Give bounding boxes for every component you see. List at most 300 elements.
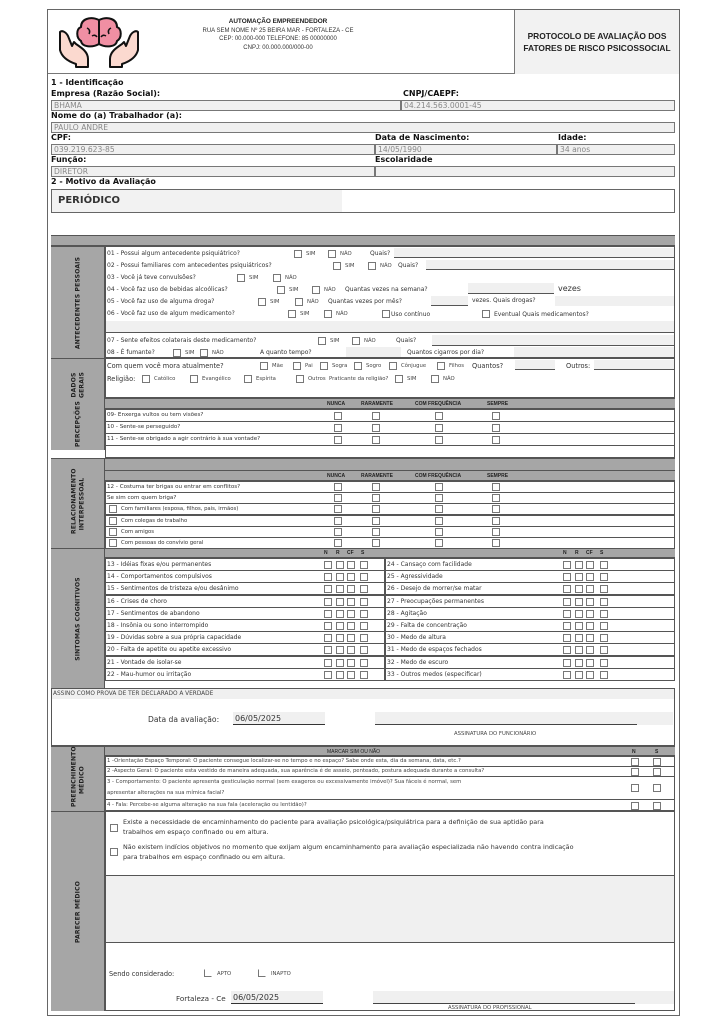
sintoma-left-2-opt-3-checkbox[interactable] [360,585,368,593]
percepcao-0-freq-3-checkbox[interactable] [492,412,500,420]
relacionamento-row [105,537,675,549]
preench-4-n-checkbox[interactable] [631,802,639,810]
q05-drogas-field[interactable] [555,296,674,306]
relacionamento-1-freq-2-checkbox[interactable] [435,494,443,502]
company-cep-phone: CEP: 00.000-000 TELEFONE: 85 00000000 [219,36,337,43]
sintoma-left-9-opt-1-checkbox[interactable] [336,671,344,679]
sintoma-right-2-opt-2-checkbox[interactable] [586,585,594,593]
sintoma-label: 17 - Sentimentos de abandono [107,609,200,617]
sintoma-right-6-opt-3-checkbox[interactable] [600,634,608,642]
side-label-percepcoes: PERCEPÇÕES [51,398,105,450]
sintoma-row [105,631,385,644]
sintoma-right-8-opt-2-checkbox[interactable] [586,659,594,667]
sintoma-left-2-opt-1-checkbox[interactable] [336,585,344,593]
praticante-label: Praticante da religião? [329,376,389,382]
q01-nao-label: NÃO [340,251,352,257]
relacionamento-3-freq-1-checkbox[interactable] [372,517,380,525]
sintoma-left-6-opt-2-checkbox[interactable] [347,634,355,642]
sintoma-left-0-opt-3-checkbox[interactable] [360,561,368,569]
assinatura-funcionario-line[interactable] [375,712,637,725]
preenchimento-header-bar [105,746,675,756]
apto-checkbox[interactable] [204,969,212,977]
relacionamento-label: Com colegas de trabalho [121,517,188,524]
form-header [48,10,679,74]
relacionamento-0-freq-2-checkbox[interactable] [435,483,443,491]
cpf-field[interactable]: 039.219.623-85 [51,144,375,155]
sintoma-left-4-opt-1-checkbox[interactable] [336,610,344,618]
percepcao-1-freq-1-checkbox[interactable] [372,424,380,432]
q07-quais-field[interactable] [432,335,674,346]
nome-field[interactable]: PAULO ANDRE [51,122,675,133]
section-motivo-title: 2 - Motivo da Avaliação [51,177,156,186]
sintoma-right-4-opt-2-checkbox[interactable] [586,610,594,618]
section-divider-bar [51,235,675,246]
sintoma-row [385,631,675,644]
sintoma-left-2-opt-2-checkbox[interactable] [347,585,355,593]
q07-nao-label: NÃO [364,338,376,344]
preench-row-3: 3 - Comportamento: O paciente apresenta gesticulação normal (sem exageros ou excessivamente imóvel)? Sua fáceis é normal, sem apresentar alterações na sua mímica facial? [105,776,675,800]
sintoma-label: 27 - Preocupações permanentes [387,597,484,605]
parecer-opt1-checkbox[interactable] [110,824,118,832]
sintomas-left-col-s: S [361,550,365,556]
sintoma-right-0-opt-3-checkbox[interactable] [600,561,608,569]
sintoma-left-7-opt-3-checkbox[interactable] [360,646,368,654]
q08-sim-label: SIM [185,350,195,356]
relacionamento-sub-checkbox[interactable] [109,517,117,525]
side-label-dados-gerais: DADOS GERAIS [51,358,105,410]
relacionamento-5-freq-1-checkbox[interactable] [372,539,380,547]
q04-vezes-label: vezes [558,284,581,293]
apto-label: APTO [217,971,232,977]
percepcao-2-freq-3-checkbox[interactable] [492,436,500,444]
q03-text: 03 - Você já teve convulsões? [107,274,196,281]
relacionamento-sub-checkbox[interactable] [109,539,117,547]
relacionamento-row [105,492,675,504]
sintoma-row [105,619,385,632]
q06-eventual-label: Eventual Quais medicamentos? [494,311,589,318]
percepcao-question: 09- Enxerga vultos ou tem visões? [107,412,204,418]
q04-nao-checkbox[interactable] [312,286,320,294]
relacionamento-question: Se sim com quem briga? [107,495,177,502]
relacionamento-3-freq-3-checkbox[interactable] [492,517,500,525]
escolaridade-field[interactable] [375,166,675,177]
preench-2-n-checkbox[interactable] [631,768,639,776]
mora-pai-checkbox[interactable] [293,362,301,370]
sintoma-right-8-opt-1-checkbox[interactable] [575,659,583,667]
sintoma-right-2-opt-0-checkbox[interactable] [563,585,571,593]
relacionamento-1-freq-1-checkbox[interactable] [372,494,380,502]
sintoma-left-3-opt-0-checkbox[interactable] [324,598,332,606]
percepcao-question: 10 - Sente-se perseguido? [107,424,181,430]
q04-vezes-semana-label: Quantas vezes na semana? [345,286,428,293]
sintoma-left-1-opt-2-checkbox[interactable] [347,573,355,581]
q05-nao-checkbox[interactable] [295,298,303,306]
side-label-parecer: PARECER MÉDICO [51,811,105,1011]
sintoma-right-6-opt-1-checkbox[interactable] [575,634,583,642]
sintoma-row [385,570,675,583]
side-label-antecedentes: ANTECEDENTES PESSOAIS [51,246,105,358]
sintoma-right-3-opt-1-checkbox[interactable] [575,598,583,606]
outros-field[interactable] [594,360,674,370]
sintoma-row [385,656,675,669]
relacionamento-2-freq-2-checkbox[interactable] [435,505,443,513]
sintoma-right-0-opt-0-checkbox[interactable] [563,561,571,569]
q08-sim-checkbox[interactable] [173,349,181,357]
col-com-frequencia: COM FREQUÊNCIA [415,401,462,407]
relacionamento-0-freq-1-checkbox[interactable] [372,483,380,491]
sintoma-left-8-opt-2-checkbox[interactable] [347,659,355,667]
q04-sim-label: SIM [289,287,299,293]
q01-sim-label: SIM [306,251,316,257]
sintoma-left-0-opt-0-checkbox[interactable] [324,561,332,569]
q03-nao-checkbox[interactable] [273,274,281,282]
sintoma-left-4-opt-0-checkbox[interactable] [324,610,332,618]
sintoma-right-1-opt-3-checkbox[interactable] [600,573,608,581]
relacionamento-0-freq-0-checkbox[interactable] [334,483,342,491]
q06-nao-checkbox[interactable] [324,310,332,318]
sintoma-label: 33 - Outros medos (especificar) [387,670,482,678]
sintoma-left-9-opt-2-checkbox[interactable] [347,671,355,679]
sintoma-left-5-opt-3-checkbox[interactable] [360,622,368,630]
preench-4-s-checkbox[interactable] [653,802,661,810]
religiao-outros-checkbox[interactable] [296,375,304,383]
sintoma-left-9-opt-0-checkbox[interactable] [324,671,332,679]
relacionamento-header-bar [105,470,675,481]
praticante-nao-checkbox[interactable] [431,375,439,383]
percepcao-1-freq-3-checkbox[interactable] [492,424,500,432]
section-identificacao-title: 1 - Identificação [51,78,124,87]
quantos-field[interactable] [515,360,555,370]
religiao-evangelico-checkbox[interactable] [190,375,198,383]
col-sempre: SEMPRE [487,401,509,407]
q06-sim-checkbox[interactable] [288,310,296,318]
q06-uso-continuo-checkbox[interactable] [382,310,390,318]
motivo-box[interactable] [51,189,675,213]
sintoma-right-5-opt-3-checkbox[interactable] [600,622,608,630]
empresa-label: Empresa (Razão Social): [51,89,161,98]
sintoma-left-3-opt-3-checkbox[interactable] [360,598,368,606]
sintoma-right-3-opt-2-checkbox[interactable] [586,598,594,606]
q01-quais-label: Quais? [370,250,391,257]
sintoma-right-8-opt-0-checkbox[interactable] [563,659,571,667]
sintoma-right-4-opt-1-checkbox[interactable] [575,610,583,618]
parecer-opt2-line1: Não existem indícios objetivos no momento que exijam algum encaminhamento para avaliação especializada não havendo contra indicação [123,843,574,851]
sintoma-left-1-opt-3-checkbox[interactable] [360,573,368,581]
q07-text: 07 - Sente efeitos colaterais deste medicamento? [107,337,257,344]
percepcoes-header-bar [105,398,675,409]
sintoma-left-3-opt-2-checkbox[interactable] [347,598,355,606]
sintoma-label: 22 - Mau-humor ou irritação [107,670,192,678]
sintoma-right-1-opt-0-checkbox[interactable] [563,573,571,581]
relacionamento-5-freq-2-checkbox[interactable] [435,539,443,547]
relacionamento-sub-checkbox[interactable] [109,505,117,513]
sintoma-right-7-opt-2-checkbox[interactable] [586,646,594,654]
sintoma-left-8-opt-0-checkbox[interactable] [324,659,332,667]
sintoma-left-4-opt-2-checkbox[interactable] [347,610,355,618]
q04-nao-label: NÃO [324,287,336,293]
percepcao-1-freq-2-checkbox[interactable] [435,424,443,432]
relacionamento-4-freq-3-checkbox[interactable] [492,528,500,536]
q04-vezes-field[interactable] [468,283,554,294]
sintoma-row [105,656,385,669]
parecer-opt2-checkbox[interactable] [110,848,118,856]
q07-nao-checkbox[interactable] [352,337,360,345]
mora-sogro-checkbox[interactable] [354,362,362,370]
q03-sim-label: SIM [249,275,259,281]
preench-row-1: 1 -Orientação Espaço Temporal: O paciente consegue localizar-se no tempo e no espaço? Sabe onde esta, dia da semana, data, etc.? [105,756,675,767]
sintoma-right-6-opt-2-checkbox[interactable] [586,634,594,642]
q05-vezes-field[interactable] [431,296,468,306]
percepcao-1-freq-0-checkbox[interactable] [334,424,342,432]
relacionamento-5-freq-0-checkbox[interactable] [334,539,342,547]
q05-vezes-mes-label: Quantas vezes por mês? [328,298,402,305]
sintoma-right-9-opt-0-checkbox[interactable] [563,671,571,679]
nascimento-label: Data de Nascimento: [375,133,470,142]
q08-cigarros-label: Quantos cigarros por dia? [407,349,485,356]
parecer-notes-field[interactable] [106,875,674,943]
cnpj-field[interactable]: 04.214.563.0001-45 [401,100,675,111]
sintomas-right-col-r: R [575,550,579,556]
q08-cigarros-field[interactable] [514,347,674,357]
sintoma-right-9-opt-3-checkbox[interactable] [600,671,608,679]
relacionamento-label: Com familiares (esposa, filhos, pais, irmãos) [121,506,239,513]
religiao-label: Religião: [107,375,136,383]
sintoma-left-3-opt-1-checkbox[interactable] [336,598,344,606]
nome-label: Nome do (a) Trabalhador (a): [51,111,182,120]
escolaridade-label: Escolaridade [375,155,433,164]
company-name: AUTOMAÇÃO EMPREENDEDOR [228,18,328,25]
q04-text: 04 - Você faz uso de bebidas alcoólicas? [107,286,228,293]
sintoma-label: 13 - Idéias fixas e/ou permanentes [107,561,212,568]
q08-text: 08 - É fumante? [107,349,155,356]
sintoma-label: 19 - Dúvidas sobre a sua própria capacidade [107,634,242,642]
relacionamento-row [105,526,675,538]
sintoma-left-1-opt-0-checkbox[interactable] [324,573,332,581]
sintoma-left-6-opt-1-checkbox[interactable] [336,634,344,642]
sintoma-right-2-opt-3-checkbox[interactable] [600,585,608,593]
q02-sim-checkbox[interactable] [333,262,341,270]
parecer-opt2-line2: para trabalhos em espaço confinado ou em altura. [123,853,286,861]
cnpj-label: CNPJ/CAEPF: [403,89,459,98]
sintoma-left-4-opt-3-checkbox[interactable] [360,610,368,618]
q07-sim-label: SIM [330,338,340,344]
religiao-outros-label: Outros [308,376,326,382]
mora-question: Com quem você mora atualmente? [107,362,224,370]
relacionamento-5-freq-3-checkbox[interactable] [492,539,500,547]
sintoma-right-1-opt-2-checkbox[interactable] [586,573,594,581]
nascimento-field[interactable]: 14/05/1990 [375,144,557,155]
sintoma-right-5-opt-1-checkbox[interactable] [575,622,583,630]
mora-conjugue-label: Cônjugue [401,363,427,369]
parecer-block [105,811,675,1011]
sintoma-label: 29 - Falta de concentração [387,622,467,629]
sintoma-left-2-opt-0-checkbox[interactable] [324,585,332,593]
sintoma-right-2-opt-1-checkbox[interactable] [575,585,583,593]
sintoma-left-6-opt-3-checkbox[interactable] [360,634,368,642]
sintoma-left-0-opt-2-checkbox[interactable] [347,561,355,569]
q05-sim-checkbox[interactable] [258,298,266,306]
relacionamento-2-freq-0-checkbox[interactable] [334,505,342,513]
q01-sim-checkbox[interactable] [294,250,302,258]
relacionamento-4-freq-0-checkbox[interactable] [334,528,342,536]
preench-3-s-checkbox[interactable] [653,784,661,792]
sintoma-left-7-opt-1-checkbox[interactable] [336,646,344,654]
religiao-catolico-checkbox[interactable] [142,375,150,383]
sintoma-right-5-opt-0-checkbox[interactable] [563,622,571,630]
q06-eventual-checkbox[interactable] [482,310,490,318]
sintoma-label: 15 - Sentimentos de tristeza e/ou desânimo [107,585,239,593]
quantos-label: Quantos? [472,362,504,370]
mora-mae-label: Mãe [272,363,284,369]
percepcao-2-freq-2-checkbox[interactable] [435,436,443,444]
side-label-relacionamento: RELACIONAMENTO INTERPESSOAL [51,458,105,548]
data-avaliacao-label: Data da avaliação: [148,715,220,724]
relacionamento-1-freq-3-checkbox[interactable] [492,494,500,502]
sintoma-left-9-opt-3-checkbox[interactable] [360,671,368,679]
percepcao-2-freq-1-checkbox[interactable] [372,436,380,444]
sintoma-left-6-opt-0-checkbox[interactable] [324,634,332,642]
relacionamento-3-freq-0-checkbox[interactable] [334,517,342,525]
sintoma-right-9-opt-1-checkbox[interactable] [575,671,583,679]
sintoma-right-5-opt-2-checkbox[interactable] [586,622,594,630]
q02-nao-checkbox[interactable] [368,262,376,270]
sintoma-row [105,643,385,656]
sintoma-left-5-opt-1-checkbox[interactable] [336,622,344,630]
mora-pai-label: Pai [305,363,313,369]
cpf-label: CPF: [51,133,71,142]
empresa-field[interactable]: BHAMA [51,100,401,111]
sintoma-right-6-opt-0-checkbox[interactable] [563,634,571,642]
sintoma-left-7-opt-2-checkbox[interactable] [347,646,355,654]
sintoma-left-8-opt-3-checkbox[interactable] [360,659,368,667]
sintoma-row [105,558,385,571]
mora-mae-checkbox[interactable] [260,362,268,370]
sintoma-left-8-opt-1-checkbox[interactable] [336,659,344,667]
relacionamento-3-freq-2-checkbox[interactable] [435,517,443,525]
q07-quais-label: Quais? [396,337,417,344]
motivo-value: PERIÓDICO [58,195,120,206]
sintoma-left-7-opt-0-checkbox[interactable] [324,646,332,654]
percepcao-2-freq-0-checkbox[interactable] [334,436,342,444]
relacionamento-2-freq-3-checkbox[interactable] [492,505,500,513]
funcao-field[interactable]: DIRETOR [51,166,375,177]
sintoma-right-7-opt-3-checkbox[interactable] [600,646,608,654]
praticante-nao-label: NÃO [443,376,455,382]
side-label-sintomas: SINTOMAS COGNITIVOS [51,548,105,688]
q06-medicamentos-field[interactable] [106,321,674,333]
sintoma-right-0-opt-2-checkbox[interactable] [586,561,594,569]
relacionamento-1-freq-0-checkbox[interactable] [334,494,342,502]
outros-label: Outros: [566,362,591,370]
idade-field[interactable]: 34 anos [557,144,675,155]
religiao-espirita-checkbox[interactable] [244,375,252,383]
form-page [47,9,680,1016]
sintoma-right-3-opt-3-checkbox[interactable] [600,598,608,606]
q07-sim-checkbox[interactable] [318,337,326,345]
q04-sim-checkbox[interactable] [277,286,285,294]
sintoma-row [385,643,675,656]
sintoma-label: 14 - Comportamentos compulsivos [107,573,212,581]
relacionamento-2-freq-1-checkbox[interactable] [372,505,380,513]
q08-nao-label: NÃO [212,350,224,356]
sintoma-row [385,582,675,595]
sintoma-left-0-opt-1-checkbox[interactable] [336,561,344,569]
sintoma-right-4-opt-3-checkbox[interactable] [600,610,608,618]
religiao-catolico-label: Católico [154,376,176,382]
inapto-checkbox[interactable] [258,969,266,977]
relacionamento-row [105,503,675,515]
sintoma-label: 18 - Insônia ou sono interrompido [107,622,209,629]
company-address: RUA SEM NOME Nº 25 BEIRA MAR - FORTALEZA - CE [202,27,354,34]
sintoma-label: 24 - Cansaço com facilidade [387,561,472,568]
sintoma-left-5-opt-2-checkbox[interactable] [347,622,355,630]
q08-quanto-tempo-label: A quanto tempo? [260,349,312,356]
sintoma-left-5-opt-0-checkbox[interactable] [324,622,332,630]
declaracao-block [51,688,675,746]
preench-2-s-checkbox[interactable] [653,768,661,776]
relacionamento-question: 12 - Costuma ter brigas ou entrar em conflitos? [107,484,241,490]
q01-nao-checkbox[interactable] [328,250,336,258]
local-data-label: Fortaleza - Ce [176,994,226,1003]
sintoma-label: 25 - Agressividade [387,573,443,581]
praticante-sim-checkbox[interactable] [395,375,403,383]
sintomas-left-col-r: R [336,550,340,556]
relacionamento-4-freq-2-checkbox[interactable] [435,528,443,536]
q08-nao-checkbox[interactable] [200,349,208,357]
relacionamento-4-freq-1-checkbox[interactable] [372,528,380,536]
sintoma-right-4-opt-0-checkbox[interactable] [563,610,571,618]
sintoma-right-0-opt-1-checkbox[interactable] [575,561,583,569]
q02-quais-field[interactable] [426,260,674,270]
sintoma-right-7-opt-0-checkbox[interactable] [563,646,571,654]
relacionamento-sub-checkbox[interactable] [109,528,117,536]
assinatura-profissional-line[interactable] [373,991,635,1004]
mora-sogra-checkbox[interactable] [320,362,328,370]
sintomas-left-col-cf: CF [347,550,354,556]
percepcao-0-freq-0-checkbox[interactable] [334,412,342,420]
sintoma-right-8-opt-3-checkbox[interactable] [600,659,608,667]
preench-3-n-checkbox[interactable] [631,784,639,792]
relacionamento-top-bar [105,458,675,470]
sintoma-right-9-opt-2-checkbox[interactable] [586,671,594,679]
sintoma-row [105,582,385,595]
q02-text: 02 - Possui familiares com antecedentes psiquiátricos? [107,262,272,269]
funcao-label: Função: [51,155,87,164]
mora-filhos-checkbox[interactable] [437,362,445,370]
preench-1-s-checkbox[interactable] [653,758,661,766]
sintoma-right-7-opt-1-checkbox[interactable] [575,646,583,654]
sintoma-right-1-opt-1-checkbox[interactable] [575,573,583,581]
q01-text: 01 - Possui algum antecedente psiquiátrico? [107,250,240,257]
q06-text: 06 - Você faz uso de algum medicamento? [107,310,235,317]
percepcao-0-freq-2-checkbox[interactable] [435,412,443,420]
relacionamento-label: Com pessoas do convívio geral [121,540,204,546]
relacionamento-0-freq-3-checkbox[interactable] [492,483,500,491]
sintoma-right-3-opt-0-checkbox[interactable] [563,598,571,606]
side-label-preenchimento: PREENCHIMENTO MÉDICO [51,746,105,812]
marcar-sim-nao-header: MARCAR SIM OU NÃO [327,749,381,755]
q03-sim-checkbox[interactable] [237,274,245,282]
q01-quais-field[interactable] [394,248,674,258]
sintoma-left-1-opt-1-checkbox[interactable] [336,573,344,581]
mora-sogra-label: Sogra [332,363,348,369]
q08-tempo-field[interactable] [346,347,401,357]
sintoma-row [385,668,675,681]
mora-conjugue-checkbox[interactable] [389,362,397,370]
preench-1-n-checkbox[interactable] [631,758,639,766]
q03-nao-label: NÃO [285,275,297,281]
percepcao-0-freq-1-checkbox[interactable] [372,412,380,420]
